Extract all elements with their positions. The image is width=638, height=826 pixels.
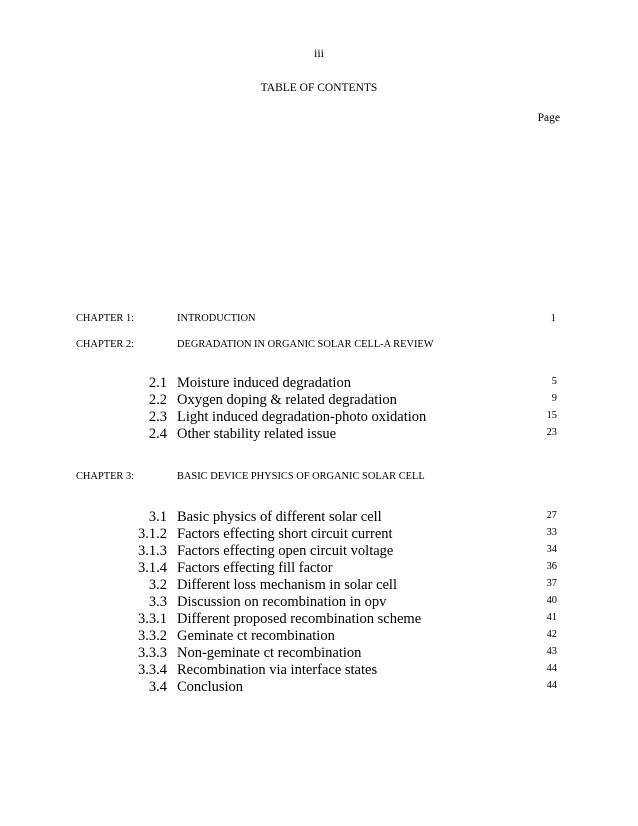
chapter-2-label: CHAPTER 2: bbox=[76, 339, 135, 350]
chapter-1-label: CHAPTER 1: bbox=[76, 313, 135, 324]
section-number: 3.3.4 bbox=[138, 662, 167, 678]
section-title[interactable]: Discussion on recombination in opv bbox=[177, 594, 387, 610]
section-number: 2.1 bbox=[148, 375, 167, 391]
chapter-3-title[interactable]: BASIC DEVICE PHYSICS OF ORGANIC SOLAR CELL bbox=[177, 471, 425, 482]
chapter-1-title[interactable]: INTRODUCTION bbox=[177, 313, 256, 324]
section-title[interactable]: Recombination via interface states bbox=[177, 662, 378, 678]
section-page: 5 bbox=[551, 376, 557, 387]
section-number: 3.3.1 bbox=[138, 611, 167, 627]
section-number: 3.1.4 bbox=[138, 560, 167, 576]
section-page: 40 bbox=[546, 595, 557, 606]
section-page: 36 bbox=[546, 561, 557, 572]
section-page: 43 bbox=[546, 646, 557, 657]
section-title[interactable]: Factors effecting open circuit voltage bbox=[177, 543, 394, 559]
chapter-3-label: CHAPTER 3: bbox=[76, 471, 135, 482]
section-page: 27 bbox=[546, 510, 557, 521]
section-title[interactable]: Moisture induced degradation bbox=[177, 375, 351, 391]
section-page: 15 bbox=[546, 410, 557, 421]
page-column-header: Page bbox=[537, 112, 560, 124]
section-page: 33 bbox=[546, 527, 557, 538]
section-title[interactable]: Oxygen doping & related degradation bbox=[177, 392, 397, 408]
section-number: 2.4 bbox=[148, 426, 167, 442]
section-number: 3.1.3 bbox=[138, 543, 167, 559]
section-title[interactable]: Non-geminate ct recombination bbox=[177, 645, 362, 661]
section-number: 2.3 bbox=[148, 409, 167, 425]
section-title[interactable]: Other stability related issue bbox=[177, 426, 337, 442]
section-title[interactable]: Factors effecting fill factor bbox=[177, 560, 333, 576]
section-number: 3.3.2 bbox=[138, 628, 167, 644]
section-title[interactable]: Different loss mechanism in solar cell bbox=[177, 577, 397, 593]
section-number: 3.4 bbox=[148, 679, 167, 695]
section-title[interactable]: Conclusion bbox=[177, 679, 244, 695]
section-page: 44 bbox=[546, 663, 557, 674]
chapter-1-page: 1 bbox=[550, 313, 556, 324]
section-title[interactable]: Light induced degradation-photo oxidation bbox=[177, 409, 427, 425]
chapter-2-title[interactable]: DEGRADATION IN ORGANIC SOLAR CELL-A REVIEW bbox=[177, 339, 434, 350]
section-number: 3.3 bbox=[148, 594, 167, 610]
section-page: 9 bbox=[551, 393, 557, 404]
section-page: 23 bbox=[546, 427, 557, 438]
section-title[interactable]: Different proposed recombination scheme bbox=[177, 611, 422, 627]
section-number: 3.1.2 bbox=[138, 526, 167, 542]
section-number: 3.2 bbox=[148, 577, 167, 593]
section-page: 34 bbox=[546, 544, 557, 555]
section-page: 41 bbox=[546, 612, 557, 623]
section-title[interactable]: Geminate ct recombination bbox=[177, 628, 335, 644]
section-page: 42 bbox=[546, 629, 557, 640]
section-number: 2.2 bbox=[148, 392, 167, 408]
section-number: 3.1 bbox=[148, 509, 167, 525]
section-title[interactable]: Factors effecting short circuit current bbox=[177, 526, 393, 542]
section-page: 44 bbox=[546, 680, 557, 691]
page-title: TABLE OF CONTENTS bbox=[260, 82, 378, 94]
section-number: 3.3.3 bbox=[138, 645, 167, 661]
page-number: iii bbox=[313, 46, 324, 60]
section-title[interactable]: Basic physics of different solar cell bbox=[177, 509, 382, 525]
section-page: 37 bbox=[546, 578, 557, 589]
